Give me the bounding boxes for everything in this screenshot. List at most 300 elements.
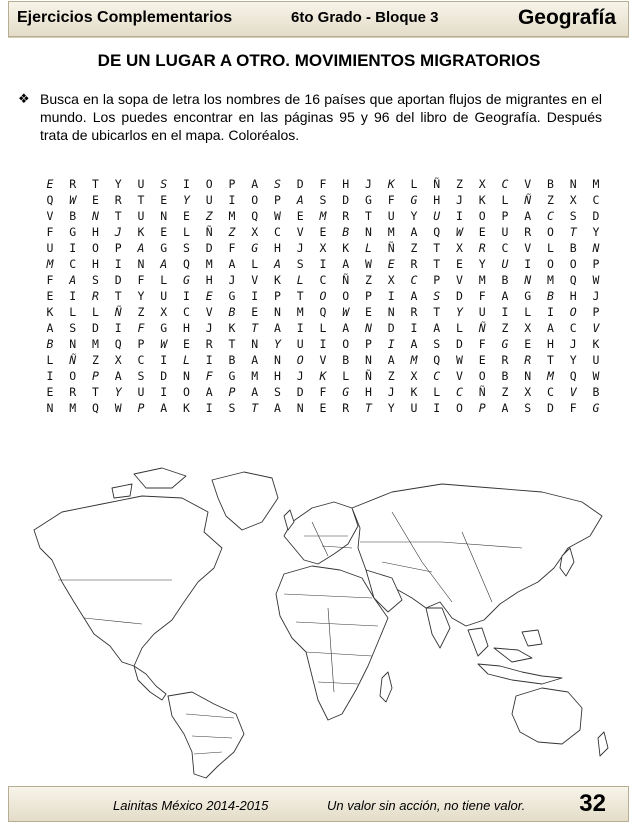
grid-letter: A — [114, 369, 122, 383]
grid-letter: Ñ — [342, 273, 350, 287]
grid-letter: K — [592, 337, 600, 351]
grid-letter: Ñ — [387, 241, 395, 255]
grid-letter: S — [569, 209, 577, 223]
grid-letter: A — [410, 225, 418, 239]
grid-letter: R — [342, 401, 350, 415]
grid-letter: A — [69, 273, 77, 287]
grid-letter: G — [228, 289, 236, 303]
grid-letter: E — [319, 401, 327, 415]
grid-letter: L — [296, 273, 304, 287]
grid-letter: W — [456, 353, 463, 367]
grid-letter: D — [592, 209, 600, 223]
word-search-grid — [40, 177, 610, 417]
grid-letter: F — [478, 337, 486, 351]
grid-letter: L — [501, 193, 509, 207]
grid-letter: A — [251, 353, 259, 367]
grid-letter: T — [433, 257, 441, 271]
instruction-paragraph — [18, 90, 602, 144]
grid-letter: M — [547, 369, 554, 383]
grid-letter: E — [160, 193, 168, 207]
grid-letter: C — [319, 273, 327, 287]
grid-letter: G — [501, 337, 509, 351]
grid-letter: K — [137, 225, 145, 239]
page-number: 32 — [579, 790, 606, 817]
grid-letter: L — [92, 305, 99, 319]
grid-letter: S — [183, 241, 190, 255]
grid-letter: O — [569, 257, 577, 271]
grid-letter: R — [114, 193, 122, 207]
grid-letter: C — [433, 369, 441, 383]
grid-letter: A — [274, 401, 281, 415]
grid-letter: Ñ — [478, 385, 486, 399]
grid-letter: P — [365, 289, 372, 303]
grid-letter: M — [296, 305, 304, 319]
grid-letter: N — [274, 353, 281, 367]
grid-letter: J — [387, 385, 395, 399]
grid-letter: Q — [46, 193, 54, 207]
page-title: DE UN LUGAR A OTRO. MOVIMIENTOS MIGRATORIOS — [97, 51, 541, 70]
grid-letter: N — [160, 209, 168, 223]
grid-letter: A — [547, 321, 554, 335]
grid-letter: H — [274, 241, 281, 255]
grid-letter: L — [46, 353, 54, 367]
grid-letter: A — [205, 385, 213, 399]
grid-letter: V — [251, 273, 259, 287]
grid-letter: M — [547, 273, 554, 287]
grid-letter: T — [92, 385, 99, 399]
grid-letter: Z — [501, 321, 509, 335]
grid-letter: V — [524, 241, 532, 255]
grid-letter: K — [342, 241, 350, 255]
grid-letter: V — [569, 385, 577, 399]
grid-letter: L — [183, 225, 190, 239]
map-australia — [512, 688, 582, 744]
grid-letter: O — [183, 385, 190, 399]
grid-letter: R — [410, 257, 418, 271]
grid-letter: D — [387, 321, 395, 335]
grid-letter: Y — [569, 353, 577, 367]
grid-letter: L — [342, 369, 350, 383]
grid-letter: R — [524, 225, 532, 239]
grid-letter: K — [410, 385, 418, 399]
grid-letter: X — [569, 193, 577, 207]
grid-letter: A — [251, 177, 259, 191]
grid-letter: P — [137, 337, 145, 351]
grid-letter: K — [478, 193, 486, 207]
grid-letter: N — [137, 257, 145, 271]
grid-letter: E — [46, 385, 54, 399]
grid-letter: N — [365, 321, 372, 335]
grid-letter: X — [251, 225, 259, 239]
grid-letter: U — [433, 209, 441, 223]
grid-letter: J — [228, 273, 236, 287]
grid-letter: J — [296, 369, 304, 383]
grid-letter: Z — [501, 385, 509, 399]
grid-letter: M — [478, 273, 486, 287]
grid-letter: Q — [183, 257, 190, 271]
grid-letter: Y — [410, 209, 418, 223]
grid-letter: Ñ — [114, 305, 122, 319]
grid-letter: M — [410, 353, 418, 367]
grid-letter: S — [137, 369, 145, 383]
grid-letter: W — [365, 257, 372, 271]
grid-letter: A — [274, 321, 281, 335]
grid-letter: A — [160, 401, 168, 415]
grid-letter: O — [69, 369, 77, 383]
grid-letter: A — [137, 241, 145, 255]
grid-letter: T — [228, 337, 236, 351]
grid-letter: U — [137, 385, 145, 399]
grid-letter: Y — [387, 401, 395, 415]
grid-letter: B — [501, 273, 509, 287]
grid-letter: F — [46, 273, 54, 287]
grid-letter: N — [365, 225, 372, 239]
grid-letter: I — [160, 353, 168, 367]
footer-motto: Un valor sin acción, no tiene valor. — [327, 798, 526, 813]
grid-letter: H — [365, 385, 372, 399]
grid-letter: U — [160, 289, 168, 303]
grid-letter: E — [524, 337, 532, 351]
map-new-zealand — [598, 732, 608, 756]
grid-letter: S — [319, 193, 327, 207]
grid-letter: K — [228, 321, 236, 335]
map-europe — [284, 502, 358, 564]
grid-letter: N — [569, 177, 577, 191]
grid-letter: U — [137, 177, 145, 191]
grid-letter: E — [46, 177, 54, 191]
grid-letter: M — [592, 177, 600, 191]
grid-letter: I — [183, 289, 190, 303]
grid-letter: Ñ — [205, 225, 213, 239]
grid-letter: L — [160, 273, 168, 287]
grid-letter: I — [46, 369, 54, 383]
grid-letter: V — [319, 353, 327, 367]
grid-letter: O — [342, 337, 350, 351]
grid-letter: R — [205, 337, 213, 351]
grid-letter: W — [456, 225, 463, 239]
grid-letter: P — [433, 273, 441, 287]
grid-letter: M — [251, 369, 259, 383]
grid-letter: W — [342, 305, 350, 319]
grid-letter: H — [569, 289, 577, 303]
grid-letter: S — [274, 177, 281, 191]
grid-letter: G — [410, 193, 418, 207]
grid-letter: X — [319, 241, 327, 255]
grid-letter: N — [524, 369, 532, 383]
grid-letter: G — [524, 289, 532, 303]
grid-letter: E — [319, 225, 327, 239]
grid-letter: Y — [456, 305, 463, 319]
grid-letter: I — [524, 257, 532, 271]
grid-letter: B — [547, 177, 554, 191]
map-greenland — [212, 472, 278, 530]
grid-letter: F — [205, 369, 213, 383]
grid-letter: H — [183, 321, 190, 335]
grid-letter: E — [183, 337, 190, 351]
grid-letter: R — [69, 385, 77, 399]
grid-letter: U — [410, 401, 418, 415]
grid-letter: B — [592, 385, 600, 399]
grid-letter: W — [69, 193, 77, 207]
grid-letter: V — [592, 321, 600, 335]
footer-bar — [8, 786, 629, 822]
grid-letter: R — [501, 353, 509, 367]
grid-letter: T — [251, 401, 259, 415]
grid-letter: I — [501, 305, 509, 319]
grid-letter: V — [524, 177, 532, 191]
grid-letter: K — [319, 369, 327, 383]
grid-letter: I — [69, 241, 77, 255]
grid-letter: C — [410, 273, 418, 287]
grid-letter: Y — [274, 337, 281, 351]
grid-letter: Ñ — [69, 353, 77, 367]
grid-letter: Q — [433, 225, 441, 239]
grid-letter: R — [69, 177, 77, 191]
grid-letter: E — [478, 353, 486, 367]
grid-letter: R — [410, 305, 418, 319]
map-indonesia — [478, 664, 562, 684]
grid-letter: M — [69, 401, 77, 415]
grid-letter: Y — [114, 385, 122, 399]
grid-letter: R — [342, 209, 350, 223]
grid-letter: N — [46, 401, 54, 415]
header-subject: Geografía — [517, 6, 616, 29]
grid-letter: I — [410, 321, 418, 335]
grid-letter: A — [501, 401, 509, 415]
grid-letter: B — [342, 353, 350, 367]
grid-letter: X — [456, 241, 463, 255]
grid-letter: Q — [251, 209, 259, 223]
grid-letter: T — [569, 225, 577, 239]
grid-letter: F — [46, 225, 54, 239]
grid-letter: G — [592, 401, 600, 415]
grid-letter: O — [547, 257, 554, 271]
grid-letter: D — [342, 193, 350, 207]
grid-letter: U — [137, 209, 145, 223]
grid-letter: S — [524, 401, 532, 415]
grid-letter: E — [456, 257, 463, 271]
grid-letter: O — [456, 401, 463, 415]
grid-letter: T — [433, 241, 441, 255]
grid-letter: I — [69, 289, 77, 303]
grid-letter: X — [387, 273, 395, 287]
grid-letter: W — [114, 401, 122, 415]
grid-letter: C — [456, 385, 463, 399]
grid-letter: E — [296, 209, 304, 223]
grid-letter: Z — [547, 193, 554, 207]
map-southeast-asia — [468, 628, 542, 662]
grid-letter: P — [114, 241, 122, 255]
grid-letter: X — [524, 321, 532, 335]
grid-letter: Y — [183, 193, 190, 207]
grid-letter: E — [160, 225, 168, 239]
grid-letter: F — [387, 193, 395, 207]
grid-letter: C — [592, 193, 600, 207]
grid-letter: E — [387, 257, 395, 271]
grid-letter: C — [547, 209, 554, 223]
grid-letter: O — [342, 289, 350, 303]
grid-letter: C — [137, 353, 145, 367]
grid-letter: G — [160, 321, 168, 335]
grid-letter: K — [387, 177, 395, 191]
grid-letter: F — [228, 241, 236, 255]
grid-letter: O — [92, 241, 99, 255]
grid-letter: B — [501, 369, 509, 383]
grid-letter: I — [387, 337, 395, 351]
map-central-america — [134, 666, 166, 700]
grid-letter: Z — [387, 369, 395, 383]
grid-letter: U — [46, 241, 54, 255]
grid-letter: Z — [92, 353, 99, 367]
grid-letter: A — [342, 257, 350, 271]
header-title: Ejercicios Complementarios — [17, 9, 233, 26]
grid-letter: S — [160, 177, 168, 191]
grid-letter: S — [69, 321, 77, 335]
header-grade: 6to Grado - Bloque 3 — [291, 9, 439, 26]
grid-letter: K — [46, 305, 54, 319]
header-bar — [8, 1, 629, 37]
grid-letter: B — [228, 353, 236, 367]
grid-letter: T — [365, 401, 372, 415]
grid-letter: J — [592, 289, 600, 303]
grid-letter: C — [569, 321, 577, 335]
grid-letter: D — [205, 241, 213, 255]
map-madagascar — [380, 672, 392, 702]
grid-letter: N — [274, 305, 281, 319]
world-map — [22, 452, 622, 782]
grid-letter: W — [274, 209, 281, 223]
grid-letter: Ñ — [433, 177, 441, 191]
grid-letter: G — [69, 225, 77, 239]
grid-letter: M — [205, 257, 213, 271]
grid-letter: T — [547, 353, 554, 367]
grid-letter: P — [228, 177, 236, 191]
grid-letter: U — [501, 257, 509, 271]
grid-letter: Y — [137, 289, 145, 303]
grid-letter: A — [296, 193, 304, 207]
grid-letter: L — [410, 177, 418, 191]
grid-letter: D — [296, 385, 304, 399]
grid-letter: Z — [456, 177, 463, 191]
grid-letter: O — [205, 177, 213, 191]
grid-letter: P — [137, 401, 145, 415]
grid-letter: A — [228, 257, 236, 271]
grid-letter: E — [365, 305, 372, 319]
grid-letter: Y — [114, 177, 122, 191]
grid-letter: A — [160, 257, 168, 271]
grid-letter: D — [456, 337, 463, 351]
grid-letter: C — [183, 305, 190, 319]
grid-letter: V — [456, 273, 463, 287]
grid-letter: E — [92, 193, 99, 207]
grid-letter: P — [365, 337, 372, 351]
grid-letter: L — [69, 305, 77, 319]
grid-letter: E — [251, 305, 259, 319]
grid-letter: H — [547, 337, 554, 351]
grid-letter: E — [46, 289, 54, 303]
map-india — [426, 608, 450, 648]
grid-letter: D — [456, 289, 463, 303]
grid-letter: S — [296, 257, 304, 271]
grid-letter: H — [342, 177, 350, 191]
grid-letter: S — [228, 401, 236, 415]
grid-letter: J — [569, 337, 577, 351]
grid-letter: D — [160, 369, 168, 383]
grid-letter: I — [205, 353, 213, 367]
grid-letter: I — [296, 321, 304, 335]
grid-letter: O — [319, 289, 327, 303]
grid-letter: N — [365, 353, 372, 367]
grid-letter: I — [205, 401, 213, 415]
grid-letter: X — [478, 177, 486, 191]
grid-letter: J — [365, 177, 372, 191]
grid-letter: I — [160, 385, 168, 399]
grid-letter: T — [433, 305, 441, 319]
grid-letter: N — [296, 401, 304, 415]
grid-letter: G — [160, 241, 168, 255]
grid-letter: Ñ — [478, 321, 486, 335]
grid-letter: T — [137, 193, 145, 207]
grid-letter: K — [274, 273, 281, 287]
grid-letter: I — [114, 257, 122, 271]
grid-letter: C — [501, 241, 509, 255]
grid-letter: L — [365, 241, 372, 255]
grid-letter: V — [456, 369, 463, 383]
grid-letter: W — [592, 273, 600, 287]
grid-letter: P — [592, 257, 600, 271]
map-north-america — [34, 496, 222, 666]
grid-letter: P — [274, 193, 281, 207]
grid-letter: H — [274, 369, 281, 383]
grid-letter: J — [456, 193, 463, 207]
grid-letter: N — [251, 337, 259, 351]
grid-letter: P — [228, 385, 236, 399]
grid-letter: Y — [478, 257, 486, 271]
grid-letter: I — [319, 257, 327, 271]
grid-letter: Q — [569, 273, 577, 287]
grid-letter: C — [69, 257, 77, 271]
grid-letter: X — [410, 369, 418, 383]
grid-letter: E — [183, 209, 190, 223]
grid-letter: I — [251, 289, 259, 303]
grid-letter: J — [205, 321, 213, 335]
grid-letter: I — [114, 321, 122, 335]
grid-letter: M — [92, 337, 99, 351]
grid-letter: O — [296, 353, 304, 367]
grid-letter: G — [342, 385, 350, 399]
grid-letter: A — [387, 353, 395, 367]
grid-letter: S — [433, 289, 441, 303]
grid-letter: I — [228, 193, 236, 207]
grid-letter: A — [501, 289, 509, 303]
grid-letter: O — [478, 369, 486, 383]
grid-letter: N — [183, 369, 190, 383]
grid-letter: L — [433, 385, 441, 399]
grid-letter: R — [478, 241, 486, 255]
grid-letter: N — [592, 241, 600, 255]
grid-letter: M — [46, 257, 54, 271]
grid-letter: H — [92, 225, 99, 239]
grid-letter: P — [92, 369, 99, 383]
grid-letter: I — [183, 177, 190, 191]
grid-letter: N — [69, 337, 77, 351]
grid-letter: F — [319, 385, 327, 399]
grid-letter: F — [569, 401, 577, 415]
grid-letter: B — [69, 209, 77, 223]
grid-letter: S — [274, 385, 281, 399]
grid-letter: T — [296, 289, 304, 303]
grid-letter: B — [228, 305, 236, 319]
